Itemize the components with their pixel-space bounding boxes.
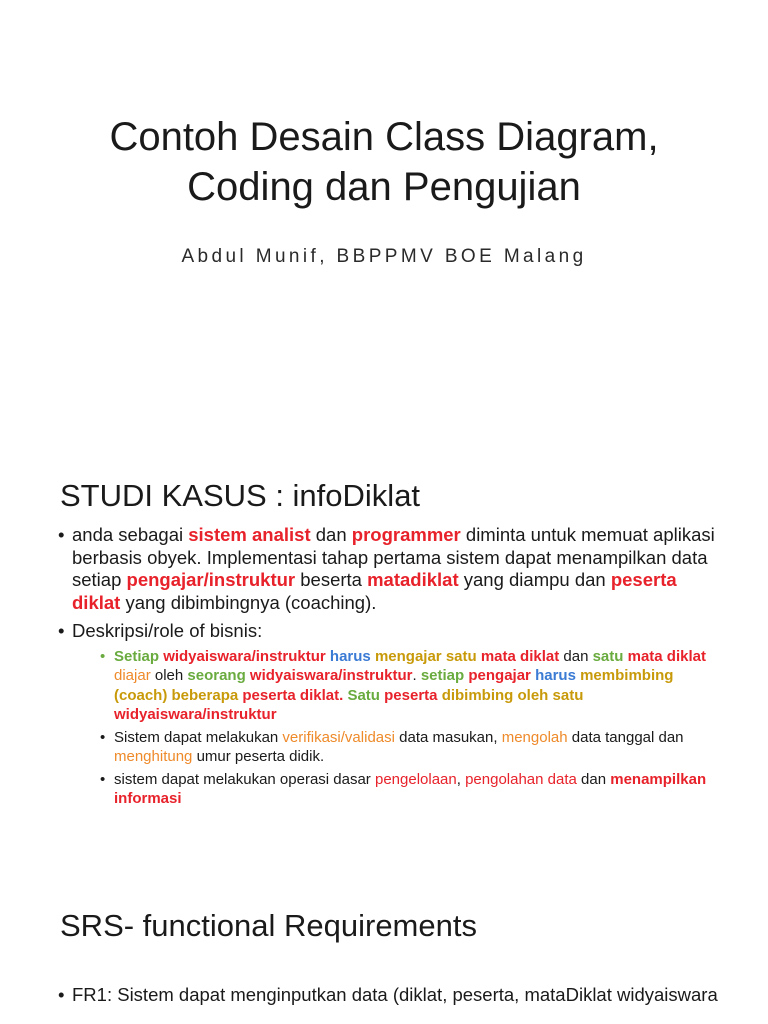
title-slide xyxy=(0,0,768,440)
list-item xyxy=(60,984,720,1007)
text-run: FR1: Sistem dapat menginputkan data (diklat, peserta, mataDiklat widyaiswara xyxy=(72,984,718,1005)
text-run: seorang xyxy=(187,667,246,684)
text-run: widyaiswara/instruktur xyxy=(114,706,277,723)
text-run: sistem dapat melakukan operasi dasar xyxy=(114,770,375,788)
title-line-2: Coding dan Pengujian xyxy=(187,165,581,209)
text-run: mata diklat xyxy=(627,647,706,665)
text-run: pengolahan data xyxy=(465,770,577,788)
text-run: widyaiswara/instruktur xyxy=(163,647,326,665)
bullet-list xyxy=(60,984,720,1007)
highlight-text: pengajar/instruktur xyxy=(126,569,296,590)
slide-content xyxy=(60,984,720,1013)
text-run: mata diklat xyxy=(480,647,560,665)
text-run: harus xyxy=(329,647,371,665)
list-item xyxy=(60,620,720,809)
highlight-text: programmer xyxy=(351,524,461,545)
text-run: pengajar xyxy=(468,667,531,684)
text-run: mengolah xyxy=(501,728,568,746)
highlight-text: peserta diklat xyxy=(72,569,677,613)
text-run: dan xyxy=(559,647,593,665)
title-line-1: Contoh Desain Class Diagram, xyxy=(109,115,659,159)
text-run: pengelolaan xyxy=(374,770,457,788)
text-run: peserta xyxy=(384,686,438,704)
text-run: dan xyxy=(576,770,611,788)
sub-bullet-list xyxy=(72,647,720,809)
text-run: . xyxy=(412,667,421,684)
bullet-list xyxy=(60,524,720,809)
text-run: diminta untuk memuat aplikasi berbasis obyek. Implementasi tahap pertama sistem dapat menampilkan data setiap xyxy=(72,524,715,590)
text-run: Sistem dapat melakukan xyxy=(114,728,283,746)
case-study-slide xyxy=(0,452,768,872)
text-run: umur peserta didik. xyxy=(192,748,325,765)
sub-list-item xyxy=(102,770,720,809)
text-run: widyaiswara/instruktur xyxy=(249,667,413,684)
text-run: menghitung xyxy=(114,748,193,765)
text-run: yang diampu dan xyxy=(458,569,611,590)
bullet-dot-icon: • xyxy=(58,524,65,545)
text-run: yang dibimbingnya (coaching). xyxy=(120,591,377,613)
text-run: peserta diklat. xyxy=(242,686,344,704)
text-run: dan xyxy=(310,524,352,545)
author-subtitle: Abdul Munif, BBPPMV BOE Malang xyxy=(181,246,587,267)
bullet-dot-icon: • xyxy=(58,620,65,641)
text-run: data tanggal dan xyxy=(567,728,684,746)
slide-content xyxy=(60,524,720,815)
sub-list-item xyxy=(102,647,720,725)
text-run: Setiap xyxy=(114,647,164,665)
text-run: diajar xyxy=(114,667,151,684)
text-run: harus xyxy=(535,667,576,684)
bullet-dot-icon: • xyxy=(100,647,106,665)
text-run: anda sebagai xyxy=(72,524,189,545)
text-run: setiap xyxy=(420,667,465,684)
bullet-dot-icon: • xyxy=(58,984,65,1005)
text-run: satu xyxy=(592,647,624,665)
bullet-dot-icon: • xyxy=(100,770,106,788)
highlight-text: sistem analist xyxy=(188,524,311,545)
text-run: data masukan, xyxy=(394,728,502,746)
bullet-dot-icon: • xyxy=(100,728,106,746)
slide-title: STUDI KASUS : infoDiklat xyxy=(60,478,421,513)
text-run: Deskripsi/role of bisnis: xyxy=(72,620,263,641)
text-run: , xyxy=(456,770,466,788)
sub-list-item xyxy=(102,728,720,767)
text-run: menampilkan informasi xyxy=(114,770,707,807)
highlight-text: matadiklat xyxy=(367,569,459,590)
slide-title: SRS- functional Requirements xyxy=(60,908,477,943)
text-run: oleh xyxy=(150,667,188,684)
text-run: Satu xyxy=(347,686,380,704)
text-run: verifikasi/validasi xyxy=(282,728,395,746)
presentation-title xyxy=(0,112,768,212)
text-run: mengajar satu xyxy=(374,647,477,665)
requirements-slide xyxy=(0,880,768,1024)
text-run: membimbing (coach) beberapa xyxy=(114,667,674,704)
list-item xyxy=(60,524,720,614)
text-run: beserta xyxy=(295,569,368,590)
text-run: dibimbing oleh satu xyxy=(441,686,584,704)
